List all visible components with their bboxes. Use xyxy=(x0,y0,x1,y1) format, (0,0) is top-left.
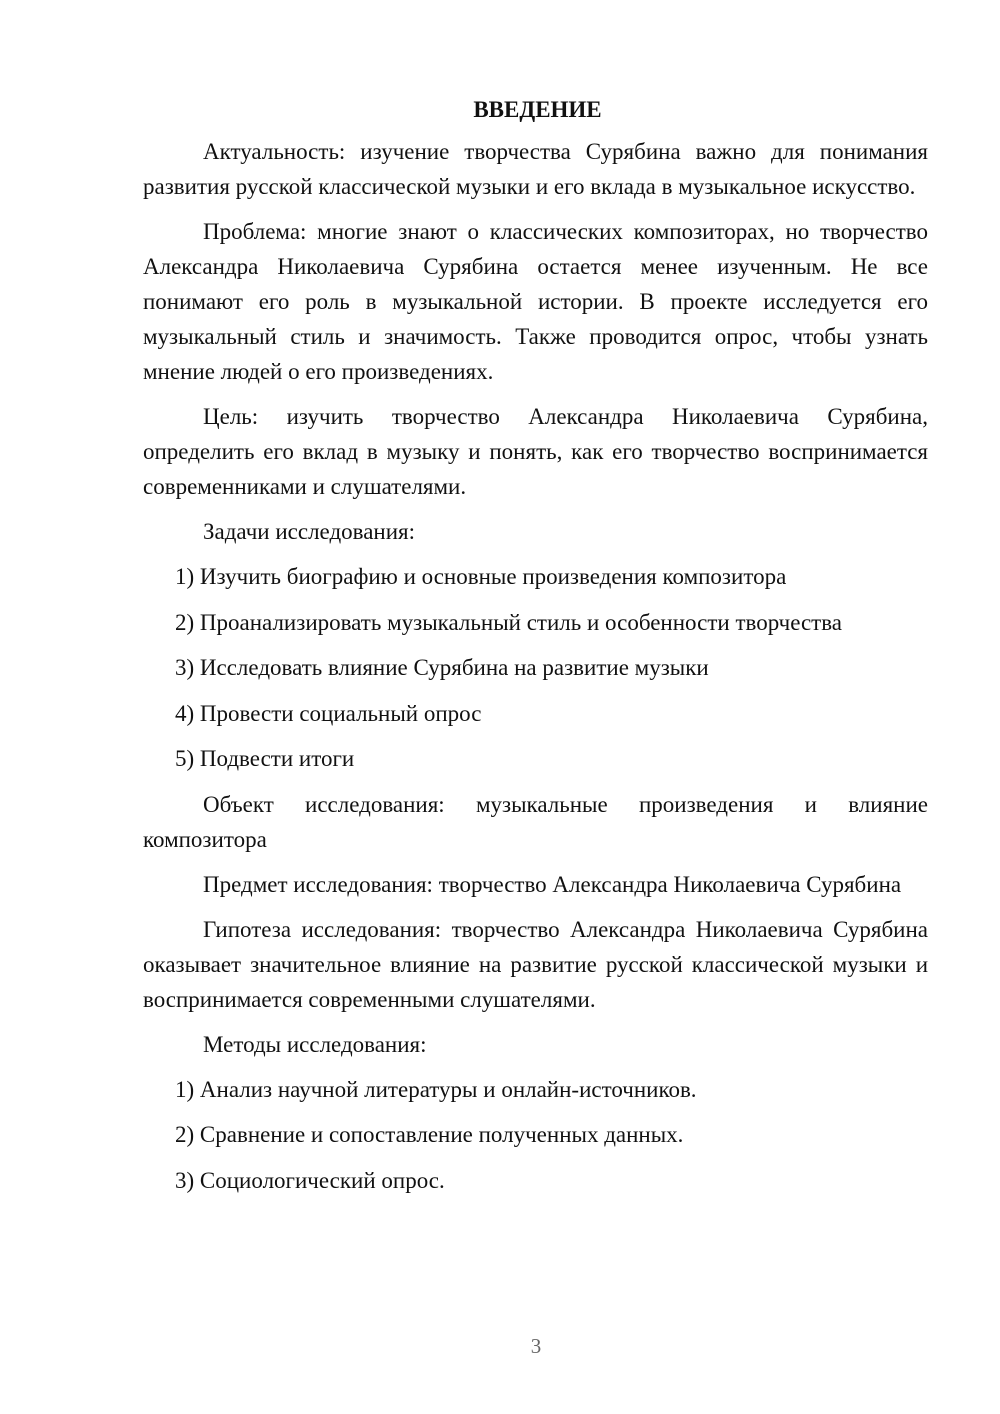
list-item: 1) Анализ научной литературы и онлайн-источников. xyxy=(175,1076,697,1102)
tasks-list xyxy=(143,559,928,776)
page-number: 3 xyxy=(530,1334,542,1358)
list-item: 1) Изучить биографию и основные произведения композитора xyxy=(175,564,787,589)
document-page xyxy=(143,92,928,1208)
hypothesis-paragraph: Гипотеза исследования: творчество Александра Николаевича Сурябина оказывает значительное влияние на развитие русской классической музыки и воспринимается современными слушателями. xyxy=(143,916,928,1012)
list-item: 3) Социологический опрос. xyxy=(175,1167,445,1193)
list-item: 4) Провести социальный опрос xyxy=(175,700,482,726)
problem-paragraph: Проблема: многие знают о классических композиторах, но творчество Александра Николаевича Сурябина остается менее изученным. Не все понимают его роль в музыкальной истории. В проекте исследуется его музыкальный стиль и значимость. Также проводится опрос, чтобы узнать мнение людей о его произведениях. xyxy=(143,219,928,384)
object-paragraph: Объект исследования: музыкальные произведения и влияние композитора xyxy=(143,791,928,852)
list-item: 2) Проанализировать музыкальный стиль и особенности творчества xyxy=(175,609,842,635)
tasks-heading: Задачи исследования: xyxy=(203,519,416,544)
relevance-paragraph: Актуальность: изучение творчества Сурябина важно для понимания развития русской классической музыки и его вклада в музыкальное искусство. xyxy=(143,139,928,199)
methods-heading: Методы исследования: xyxy=(203,1031,427,1057)
list-item: 3) Исследовать влияние Сурябина на развитие музыки xyxy=(175,655,709,680)
list-item: 2) Сравнение и сопоставление полученных данных. xyxy=(175,1122,684,1147)
subject-paragraph: Предмет исследования: творчество Александра Николаевича Сурябина xyxy=(203,871,902,897)
list-item: 5) Подвести итоги xyxy=(175,746,355,771)
section-title: ВВЕДЕНИЕ xyxy=(473,97,602,122)
methods-list xyxy=(143,1072,928,1198)
goal-paragraph: Цель: изучить творчество Александра Николаевича Сурябина, определить его вклад в музыку и понять, как его творчество воспринимается современниками и слушателями. xyxy=(143,404,928,499)
